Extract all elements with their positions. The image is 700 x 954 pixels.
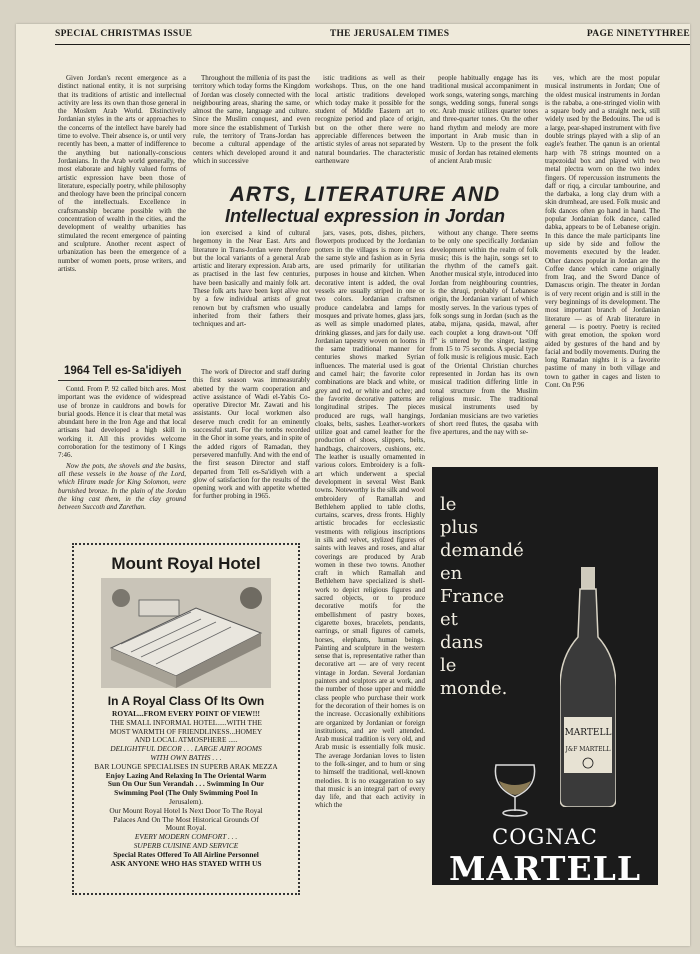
article-text: without any change. There seems to be only one specifically Jordanian development within the realm of folk music; this is the hajin, songs set to the rhythm of the camel's gait. Another musical style, introduced into Jordan from neighbouring countries, is the shruqi, probably of Lebanese origin, the Jordanian variant of which mostly serves. In the various types of folk songs sung in Jordan (such as the ataba, mijana, qasida, mawal, after each couplet a long drawn-out "Off ff" is uttered by the singer, lasting from 15 to 75 seconds. A special type of folk music is religious music. Each of the Oriental Christian churches represented in Jordan has its own musical tradition differing little in tonal structure from the Muslim religious music. The traditional musical instruments used by Jordanian musicians are two varieties of short reed flutes, the qasaba with five apertures, and the nay with se-: [430, 229, 538, 437]
tell-quote: Now the pots, the shovels and the basins, all these vessels in the house of the Lord, which Hiram made for King Solomon, were burnished bronze. In the plain of the Jordan the king cast them, in the clay ground between Succoth and Zarethan.: [58, 461, 186, 512]
slogan-word: demandé: [440, 540, 524, 561]
hotel-subtitle: In A Royal Class Of Its Own: [107, 694, 265, 708]
hotel-line: Enjoy Lazing And Relaxing In The Oriental Warm: [105, 770, 267, 780]
headline-line-2: Intellectual expression in Jordan: [224, 206, 506, 226]
article-column-4-mid: [430, 229, 538, 461]
tell-text: The work of Director and staff during this first season was immeasurably abetted by the warm cooperation and active assistance of Wadi el-Yabis Co-operative Director Mr. Zawati and his assistants. Our local workmen also deserve much credit for an eminently successful start. For the tombs recorded in the Ghor in some years, and in spite of the added rigors of Ramadan, they persevered manfully. And with the end of the first season Director and staff departed from Tell es-Sa'idiyeh with a glow of satisfaction for the results of the opening work and with appetite whetted for further probing in 1965.: [193, 368, 310, 501]
slogan-word: plus: [440, 517, 479, 538]
headline-line-1: ARTS, LITERATURE AND: [229, 183, 501, 206]
cognac-advertisement: [432, 467, 658, 885]
slogan-word: France: [440, 586, 505, 607]
slogan-word: en: [440, 563, 463, 584]
hotel-line: Palaces And On The Most Historical Grounds Of: [113, 814, 259, 824]
newspaper-name: THE JERUSALEM TIMES: [329, 29, 450, 39]
article-column-2-top: [193, 74, 310, 182]
article-headline: [185, 183, 545, 227]
tell-column-2: [193, 368, 310, 540]
hotel-building-image: [101, 578, 271, 688]
article-column-3: [315, 229, 425, 891]
article-text: Throughout the millenia of its past the territory which today forms the Kingdom of Jordan was closely connected with the neighbouring areas, sharing the same, or almost the same, language and culture. Since the Muslim conquest, and even more since the establishment of Turkish rule, the territory of Trans-Jordan has become a cultural appendage of the centers which developed around it and which in successive: [193, 74, 310, 165]
slogan-word: et: [440, 609, 458, 630]
cognac-bottle-image: [560, 567, 616, 807]
ad-slogan: [440, 493, 524, 700]
tell-rule: [58, 380, 186, 381]
hotel-photo: [101, 578, 271, 688]
article-column-5: [545, 74, 660, 461]
tell-column-1: [58, 385, 186, 537]
article-column-4-top: [430, 74, 538, 182]
slogan-word: le: [440, 655, 457, 676]
hotel-line: EVERY MODERN COMFORT . . .: [134, 832, 238, 842]
bottle-label: MARTELL: [564, 728, 612, 738]
bottle-label-sub: J&F MARTELL: [565, 746, 611, 753]
tell-text: Contd. From P. 92 called bitch ares. Most important was the evidence of widespread use of bronze in cauldrons and bowls for burial goods. Hence it is clear that metal was abundant here in the Iron Age and that local artisans had developed a high skill in working it. All this provides welcome corroboration for the testimony of I Kings 7:46.: [58, 385, 186, 460]
article-column-3-top: [315, 74, 425, 182]
article-text: ion exercised a kind of cultural hegemony in the Near East. Arts and literature in Trans-Jordan were therefore but the local variants of a general Arab artistic and literary expression. Arab arts, as practised in the last few centuries, have been basically and mainly folk art. These folk arts have been kept alive not by a few individual artists of great renown but by craftsmen who usually inherited from their fathers their techniques and art-: [193, 229, 310, 329]
tell-headline: 1964 Tell es-Sa'idiyeh: [64, 365, 182, 377]
hotel-line: AND LOCAL ATMOSPHERE .....: [134, 735, 238, 745]
hotel-line: MOST WARMTH OF FRIENDLINESS...HOMEY: [109, 726, 263, 736]
ad-cognac: COGNAC: [492, 825, 598, 849]
slogan-word: le: [440, 494, 457, 515]
ad-brand: MARTELL: [448, 849, 642, 885]
hotel-line: Special Rates Offered To All Airline Personnel: [113, 849, 259, 859]
hotel-line: Swimming Pool (The Only Swimming Pool In: [114, 788, 258, 798]
hotel-copy: [78, 710, 294, 868]
hotel-line: Sun On Our Sun Verandah . . . Swimming In Our: [107, 779, 265, 789]
hotel-line: SUPERB CUISINE AND SERVICE: [133, 840, 239, 850]
hotel-advertisement: [72, 543, 300, 895]
issue-label: SPECIAL CHRISTMAS ISSUE: [55, 29, 193, 39]
hotel-line: DELIGHTFUL DECOR . . . LARGE AIRY ROOMS: [110, 744, 262, 754]
hotel-line: THE SMALL INFORMAL HOTEL.....WITH THE: [110, 717, 262, 727]
hotel-line: Our Mount Royal Hotel Is Next Door To The Royal: [109, 805, 263, 815]
hotel-line: Jerusalem).: [169, 796, 203, 806]
article-column-1: [58, 74, 186, 356]
hotel-line: WITH OWN BATHS . . .: [150, 752, 222, 762]
article-text: jars, vases, pots, dishes, pitchers, flowerpots produced by the Jordanian potters in the villages is more or less the same style and fashion as in Syria are used primarily for utilitarian purposes in house and kitchen. When decorative intent is added, the oval vessels are usually striped in one or two colors. Jordanian craftsmen produce candelabra and lamps for mosques and private homes, glass jars, as well as simple unadorned plates, drinking glasses, and jars for daily use. Jordanian tapestry woven on looms in the same traditional manner for centuries shows marked Syrian influences. The material used is goat and camel hair; the favorite color combinations are black and white, or grey and red, or white and ochre; and the favorite decorative patterns are longitudinal stripes. The pieces produced are rugs, wall hangings, cloaks, belts, sashes. Leather-workers utilize goat and camel leather for the production of shoes, slippers, belts, handbags, chaircovers, cushions, etc. The leather is usually ornamented in various colors. Embroidery is a folk-art which underwent a special development in several West Bank towns. Noteworthy is the silk and wool embroidery of Ramallah and Bethlehem applied to table cloths, curtains, scarves, dress fronts. Highly artistic brocades for ecclesiastic vestments with religious inscriptions in silk and velvet, stylized figures of saints with leaves and roses, and altar coverings are produced by Arab women in these two towns. Another craft in which Ramallah and Bethlehem have specialized is shell-work to depict religious figures and sacred objects, or to produce decorative motifs for the embellishment of pastry boxes, cigarette boxes, bracelets, pendants, earrings, or small figures of camels, horses, elephants, human beings. Painting and sculpture in the western sense that is, representative rather than decorative art — are of very recent vintage in Jordan. Several Jordanian painters and sculptors are at work, and the number of those upper and middle class people who purchase their work for the decoration of their homes is on the increase. Occasionally exhibitions are organized by Jordanian or foreign institutions, and are well attended. Arab musical tradition is very old, and Arab music is essentially folk music. The average Jordanian loves to listen to the folk-singer, and to hum or sing to himself the traditional, well-known melodies. It is no exaggeration to say that music is an integral part of every day life, and that each activity in which the: [315, 229, 425, 810]
hotel-title: Mount Royal Hotel: [111, 554, 261, 573]
header-rule: [55, 44, 690, 45]
slogan-word: dans: [440, 632, 484, 653]
hotel-line: ROYAL...FROM EVERY POINT OF VIEW!!!: [112, 709, 260, 718]
hotel-line: BAR LOUNGE SPECIALISES IN SUPERB ARAK MEZZA: [94, 761, 278, 771]
article-column-2-mid: [193, 229, 310, 361]
page-header: [55, 27, 690, 41]
article-text: people habitually engage has its traditional musical accompaniment in work songs, watering songs, marching songs, wedding songs, funeral songs etc. Arab music utilizes quarter tones and three-quarter tones. On the other hand rhythm and melody are more important in Arab music than in Western. Up to the present the folk music of Jordan has retained elements of ancient Arab music: [430, 74, 538, 165]
hotel-line: ASK ANYONE WHO HAS STAYED WITH US: [110, 858, 262, 868]
article-text: istic traditions as well as their workshops. Thus, on the one hand local artistic traditions developed which today make it possible for the student of Middle Eastern art to recognize period and place of origin, but on the other there were no appreciable differences between the artistic styles of areas not separated by natural boundaries. The characteristic earthenware: [315, 74, 425, 165]
hotel-line: Mount Royal.: [165, 823, 207, 833]
brandy-glass-image: [492, 757, 538, 817]
slogan-word: monde.: [440, 678, 508, 699]
article-text: Given Jordan's recent emergence as a distinct national entity, it is not surprising that its traditions of artistic and intellectual activity are less its own than those general in the Moslem Arab World. Distinctively Jordanian styles in the arts or approaches to the concerns of the intellect have barely had time to evolve. Their absence is, or until very recently has been, a matter of indifference to the anything but nationally-conscious Jordanians. In the Arab world generally, the most elaborate and highly valued forms of artistic expression have been those of literature, especially poetry, while philosophy and theology have been the principal concern of the intellectuals. Excellence in craftsmanship became possible with the concentration of wealth in the cities, and the development of wealthy urbanities has stimulated the recent emergence of painting and sculpture. Another recent aspect of urbanization has been the emergence of a number of women poets, prose writers, and artists.: [58, 74, 186, 273]
article-text: ves, which are the most popular musical instruments in Jordan; One of the oldest musical instruments in Jordan is the rababa, a one-stringed violin with a square body and a straight neck, still widely used by the Bedouins. The ud is a large, pear-shaped instrument with five double strings played with a slip of an eagle's feather. The qanun is an oriental harp with 78 strings mounted on a trapezoidal box and played with two metal plectra worn on the two index fingers. Of repercussion instruments the daff or riqq, a circular tambourine, and the darbaka, a long clay drum with a skin drumhead, are used. Folk music and folk dances often go hand in hand. The popular Jordanian folk dance, called dabka, appears to be of Lebanese origin. In this dance the male participants line up side by side and follow the movements executed by the leader. Other dances popular in Jordan are the Coffee dance which came originally from Iraq, and the Sword Dance of Damascus origin. The theater in Jordan is of very recent origin and is still in the very beginnings of its development. The most important branch of Jordanian literature — as of Arab literature in general — is poetry. Poetry is recited with great emotion, the spoken word aided by gestures of the hand and by facial and bodily movements. During the long Ramadan nights it is a favorite pastime of many in both village and town to gather in cages and listen to Cont. On P.96: [545, 74, 660, 389]
page-number: PAGE NINETYTHREE: [586, 29, 690, 39]
